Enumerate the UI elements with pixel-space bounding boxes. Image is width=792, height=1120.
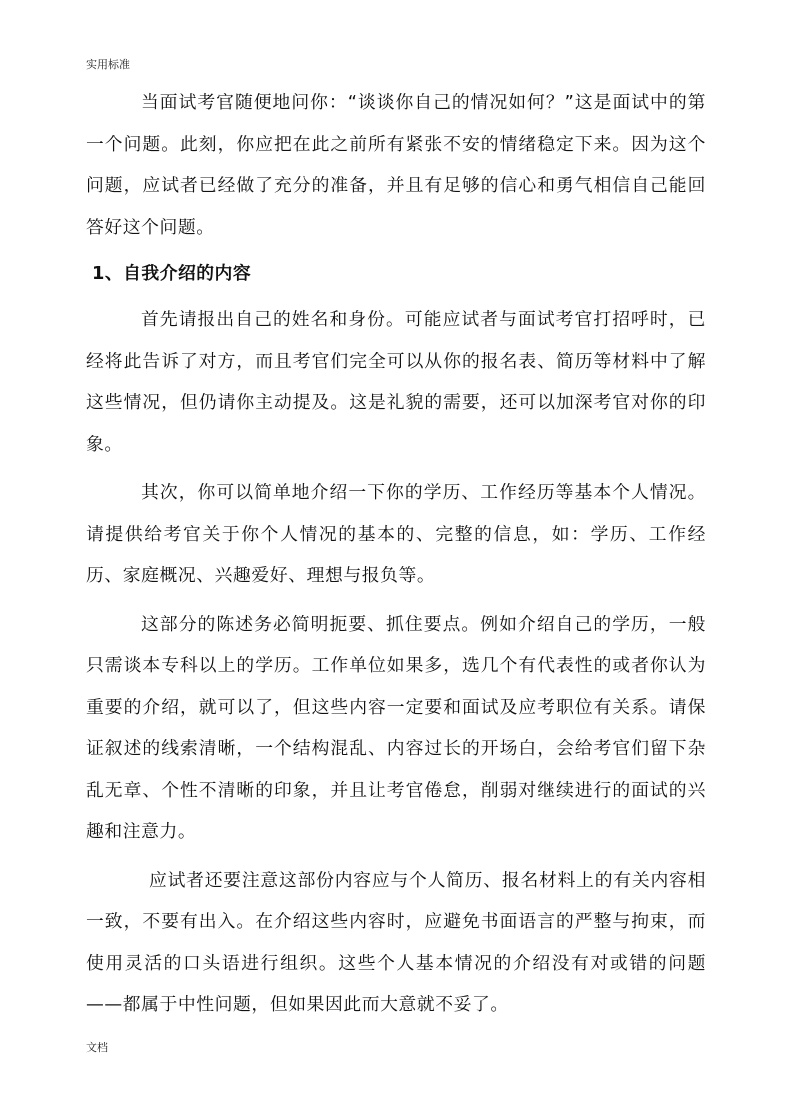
body-paragraph-1: 首先请报出自己的姓名和身份。可能应试者与面试考官打招呼时，已经将此告诉了对方，而且考官们完全可以从你的报名表、简历等材料中了解这些情况，但仍请你主动提及。这是礼貌的需要，还可以加深考官对你的印象。 [86, 309, 706, 455]
document-body [86, 82, 706, 1026]
body-paragraph-4: 应试者还要注意这部份内容应与个人简历、报名材料上的有关内容相一致，不要有出入。在介绍这些内容时，应避免书面语言的严整与拘束，而使用灵活的口头语进行组织。这些个人基本情况的介绍没有对或错的问题——都属于中性问题，但如果因此而大意就不妥了。 [86, 869, 706, 1015]
section-heading: 1、自我介绍的内容 [92, 263, 252, 284]
page-footer: 文档 [86, 1041, 108, 1054]
page-header: 实用标准 [86, 58, 130, 71]
body-paragraph-2: 其次，你可以简单地介绍一下你的学历、工作经历等基本个人情况。请提供给考官关于你个人情况的基本的、完整的信息，如：学历、工作经历、家庭概况、兴趣爱好、理想与报负等。 [86, 482, 706, 586]
body-paragraph-3: 这部分的陈述务必简明扼要、抓住要点。例如介绍自己的学历，一般只需谈本专科以上的学历。工作单位如果多，选几个有代表性的或者你认为重要的介绍，就可以了，但这些内容一定要和面试及应考职位有关系。请保证叙述的线索清晰，一个结构混乱、内容过长的开场白，会给考官们留下杂乱无章、个性不清晰的印象，并且让考官倦怠，削弱对继续进行的面试的兴趣和注意力。 [86, 613, 706, 842]
intro-paragraph: 当面试考官随便地问你：“谈谈你自己的情况如何？”这是面试中的第一个问题。此刻，你应把在此之前所有紧张不安的情绪稳定下来。因为这个问题，应试者已经做了充分的准备，并且有足够的信心和勇气相信自己能回答好这个问题。 [86, 92, 706, 238]
